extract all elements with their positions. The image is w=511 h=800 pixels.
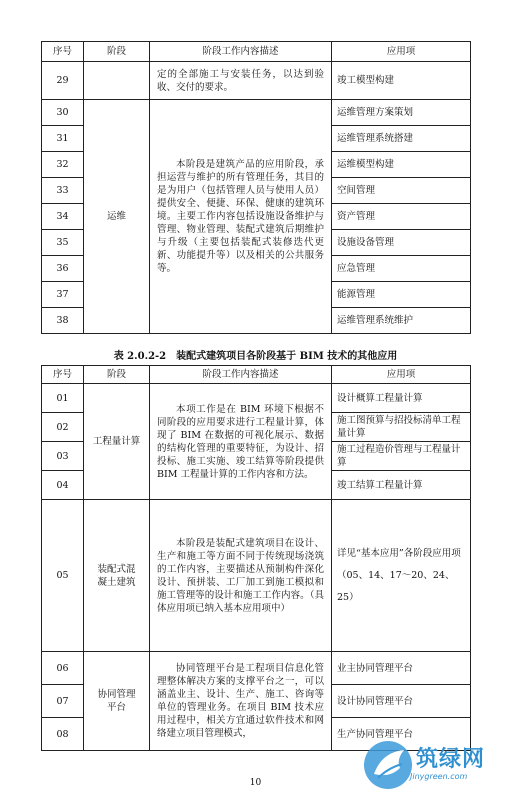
application-item: 设计概算工程量计算 — [332, 384, 471, 413]
row-number: 36 — [42, 256, 84, 282]
row-number: 02 — [42, 413, 84, 442]
header-stage: 阶段 — [84, 42, 150, 62]
watermark-url: Jinygreen.com — [410, 772, 468, 781]
table-other-bim-applications — [41, 365, 471, 751]
application-item: 业主协同管理平台 — [332, 652, 471, 685]
header-application: 应用项 — [332, 42, 471, 62]
application-item: 施工过程造价管理与工程量计算 — [332, 442, 471, 471]
header-description: 阶段工作内容描述 — [150, 42, 332, 62]
page-number: 10 — [249, 778, 262, 788]
stage-description: 定的全部施工与安装任务，以达到验收、交付的要求。 — [150, 62, 332, 100]
row-number: 32 — [42, 152, 84, 178]
stage-description: 本阶段是建筑产品的应用阶段，承担运营与维护的所有管理任务，其目的是为用户（包括管理人员与使用人员）提供安全、便捷、环保、健康的建筑环境。主要工作内容包括设施设备维护与管理、物业管理、装配式建筑后期维护与升级（主要包括装配式装修迭代更新、功能提升等）以及相关的公共服务等。 — [150, 100, 332, 334]
row-number: 38 — [42, 308, 84, 334]
table-row — [42, 100, 471, 126]
application-item: 设计协同管理平台 — [332, 685, 471, 718]
row-number: 08 — [42, 718, 84, 751]
watermark-text: 筑绿网 — [416, 747, 486, 772]
application-item: 资产管理 — [332, 204, 471, 230]
application-item: 竣工模型构建 — [332, 62, 471, 100]
application-item: 运维管理系统搭建 — [332, 126, 471, 152]
row-number: 05 — [42, 500, 84, 652]
application-item: 能源管理 — [332, 282, 471, 308]
row-number: 35 — [42, 230, 84, 256]
stage-description: 本项工作是在 BIM 环境下根据不同阶段的应用要求进行工程量计算，体现了 BIM 在数据的可视化展示、数据的结构化管理的重要特征，为设计、招投标、施工实施、竣工结算等阶段提供 BIM 工程量计算的工作内容和方法。 — [150, 384, 332, 500]
table-application-stages-continued — [41, 41, 471, 334]
header-number: 序号 — [42, 366, 84, 384]
header-number: 序号 — [42, 42, 84, 62]
stage-description: 本阶段是装配式建筑项目在设计、生产和施工等方面不同于传统现场浇筑的工作内容，主要描述从预制构件深化设计、预拼装、工厂加工到施工模拟和施工管理等的设计和施工工作内容。（具体应用项已纳入基本应用项中） — [150, 500, 332, 652]
table-row — [42, 62, 471, 100]
header-application: 应用项 — [332, 366, 471, 384]
header-description: 阶段工作内容描述 — [150, 366, 332, 384]
application-item: 施工图预算与招投标清单工程量计算 — [332, 413, 471, 442]
table-caption: 表 2.0.2-2 装配式建筑项目各阶段基于 BIM 技术的其他应用 — [113, 351, 398, 362]
row-number: 04 — [42, 471, 84, 500]
table-header-row — [42, 42, 471, 62]
stage-name: 运维 — [84, 100, 150, 334]
row-number: 29 — [42, 62, 84, 100]
row-number: 07 — [42, 685, 84, 718]
application-item: 详见“基本应用”各阶段应用项（05、14、17～20、24、25） — [332, 500, 471, 652]
application-item: 运维管理系统维护 — [332, 308, 471, 334]
application-item: 应急管理 — [332, 256, 471, 282]
stage-name: 协同管理平台 — [84, 652, 150, 751]
table-row — [42, 500, 471, 652]
row-number: 03 — [42, 442, 84, 471]
row-number: 37 — [42, 282, 84, 308]
row-number: 01 — [42, 384, 84, 413]
row-number: 06 — [42, 652, 84, 685]
stage-cell-empty — [84, 62, 150, 100]
application-item: 设施设备管理 — [332, 230, 471, 256]
stage-description: 协同管理平台是工程项目信息化管理整体解决方案的支撑平台之一，可以涵盖业主、设计、生产、施工、咨询等单位的管理业务。在项目 BIM 技术应用过程中，相关方宜通过软件技术和网络建立项目管理模式， — [150, 652, 332, 751]
row-number: 31 — [42, 126, 84, 152]
application-item: 竣工结算工程量计算 — [332, 471, 471, 500]
table-row — [42, 384, 471, 413]
header-stage: 阶段 — [84, 366, 150, 384]
row-number: 33 — [42, 178, 84, 204]
row-number: 30 — [42, 100, 84, 126]
application-item: 运维管理方案策划 — [332, 100, 471, 126]
application-item: 空间管理 — [332, 178, 471, 204]
application-item: 生产协同管理平台 — [332, 718, 471, 751]
table-row — [42, 652, 471, 685]
table-header-row — [42, 366, 471, 384]
stage-name: 装配式混凝土建筑 — [84, 500, 150, 652]
stage-name: 工程量计算 — [84, 384, 150, 500]
application-item: 运维模型构建 — [332, 152, 471, 178]
row-number: 34 — [42, 204, 84, 230]
